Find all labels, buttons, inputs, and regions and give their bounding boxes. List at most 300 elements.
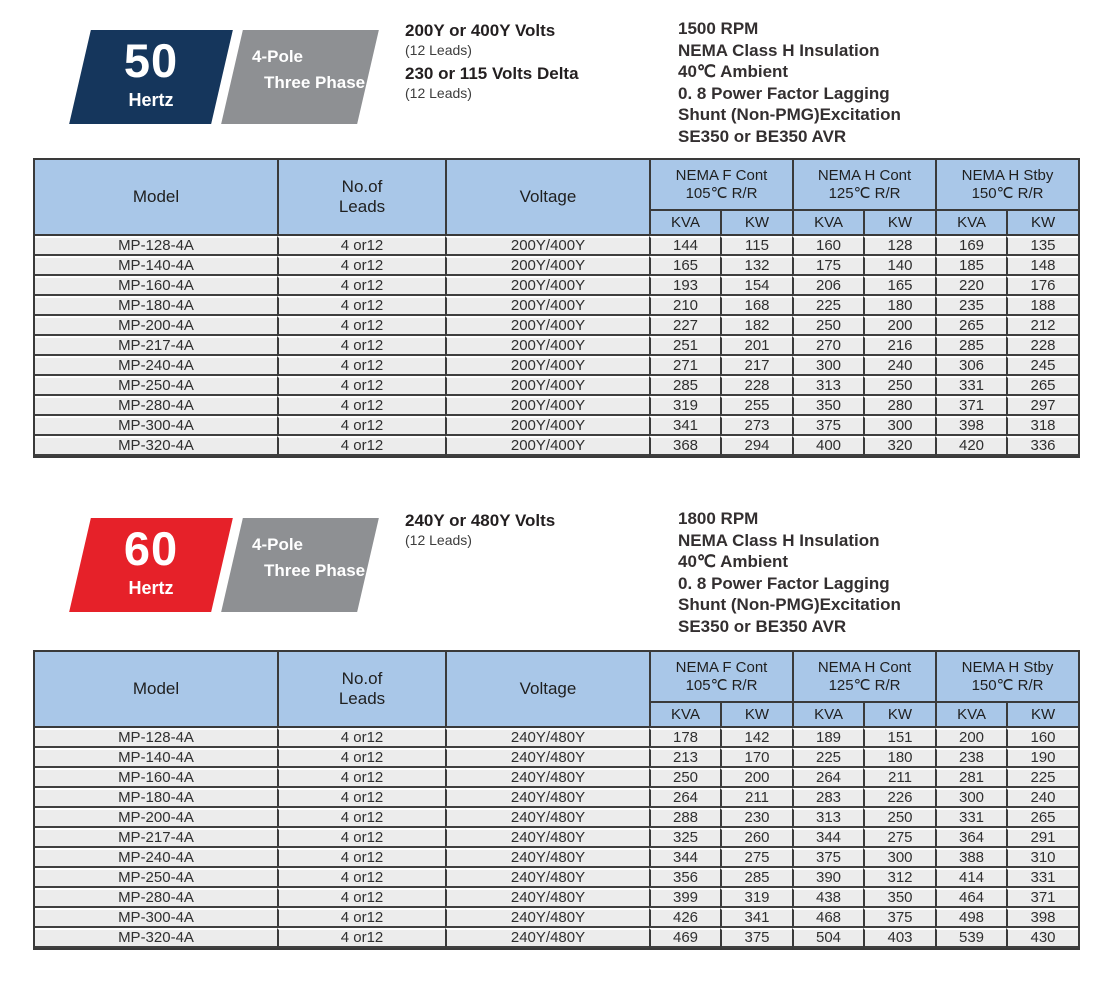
col-header-model: Model	[35, 652, 277, 728]
col-header-voltage: Voltage	[445, 160, 649, 236]
table-cell: MP-240-4A	[35, 848, 277, 868]
table-cell: 160	[1006, 728, 1078, 748]
table-row	[35, 748, 1078, 768]
table-cell: 220	[935, 276, 1006, 296]
spec-line: Shunt (Non-PMG)Excitation	[678, 105, 901, 124]
spec-line: NEMA Class H Insulation	[678, 40, 880, 60]
table-cell: 4 or12	[277, 436, 445, 456]
table-cell: 240Y/480Y	[445, 848, 649, 868]
table-cell: 240Y/480Y	[445, 768, 649, 788]
voltage-option-line: 230 or 115 Volts Delta	[405, 64, 579, 83]
table-cell: 200Y/400Y	[445, 356, 649, 376]
col-header-kw: KW	[1006, 703, 1078, 728]
table-cell: 275	[863, 828, 935, 848]
table-cell: MP-140-4A	[35, 256, 277, 276]
table-cell: 4 or12	[277, 376, 445, 396]
table-row	[35, 316, 1078, 336]
table-cell: 151	[863, 728, 935, 748]
table-cell: 200Y/400Y	[445, 376, 649, 396]
voltage-option-line: (12 Leads)	[405, 85, 472, 101]
table-cell: 319	[720, 888, 792, 908]
voltage-option-line: (12 Leads)	[405, 42, 472, 58]
table-cell: 230	[720, 808, 792, 828]
table-cell: 240Y/480Y	[445, 888, 649, 908]
table-cell: 213	[649, 748, 720, 768]
table-cell: 170	[720, 748, 792, 768]
table-cell: MP-140-4A	[35, 748, 277, 768]
table-header	[35, 652, 1078, 728]
table-cell: 225	[792, 748, 863, 768]
table-cell: MP-300-4A	[35, 416, 277, 436]
table-cell: 154	[720, 276, 792, 296]
table-cell: MP-320-4A	[35, 436, 277, 456]
table-cell: 364	[935, 828, 1006, 848]
table-cell: 200Y/400Y	[445, 416, 649, 436]
table-cell: 240Y/480Y	[445, 868, 649, 888]
group-subtitle: 150℃ R/R	[971, 676, 1044, 694]
table-cell: MP-240-4A	[35, 356, 277, 376]
group-subtitle: 105℃ R/R	[685, 676, 758, 694]
table-cell: 148	[1006, 256, 1078, 276]
table-cell: 264	[649, 788, 720, 808]
table-cell: 240Y/480Y	[445, 808, 649, 828]
table-cell: 4 or12	[277, 908, 445, 928]
table-cell: 206	[792, 276, 863, 296]
table-cell: 265	[1006, 376, 1078, 396]
group-subtitle: 150℃ R/R	[971, 184, 1044, 202]
table-cell: 227	[649, 316, 720, 336]
col-header-leads-line1: No.of	[341, 177, 383, 196]
pole-phase-text	[232, 30, 382, 124]
table-cell: 238	[935, 748, 1006, 768]
table-cell: MP-300-4A	[35, 908, 277, 928]
table-cell: 165	[649, 256, 720, 276]
table-cell: 388	[935, 848, 1006, 868]
table-cell: 132	[720, 256, 792, 276]
table-cell: 200Y/400Y	[445, 276, 649, 296]
table-cell: 300	[935, 788, 1006, 808]
pole-phase-text	[232, 518, 382, 612]
table-cell: 135	[1006, 236, 1078, 256]
col-group-nema-h-cont	[792, 652, 935, 703]
table-row	[35, 808, 1078, 828]
table-cell: 464	[935, 888, 1006, 908]
col-group-nema-f-cont	[649, 160, 792, 211]
table-cell: 200Y/400Y	[445, 296, 649, 316]
table-cell: MP-180-4A	[35, 788, 277, 808]
table-cell: 160	[792, 236, 863, 256]
table-cell: 240Y/480Y	[445, 928, 649, 948]
table-cell: 300	[863, 848, 935, 868]
table-cell: 245	[1006, 356, 1078, 376]
table-cell: 285	[935, 336, 1006, 356]
table-cell: 356	[649, 868, 720, 888]
col-header-kva: KVA	[792, 211, 863, 236]
phase-label: Three Phase	[264, 73, 366, 92]
table-row	[35, 788, 1078, 808]
table-cell: 539	[935, 928, 1006, 948]
specs-block	[678, 508, 1078, 637]
table-cell: 144	[649, 236, 720, 256]
spec-line: 40℃ Ambient	[678, 552, 789, 571]
col-group-nema-h-stby	[935, 652, 1078, 703]
table-cell: 4 or12	[277, 828, 445, 848]
table-cell: 240Y/480Y	[445, 908, 649, 928]
table-row	[35, 908, 1078, 928]
table-cell: 312	[863, 868, 935, 888]
table-row	[35, 436, 1078, 456]
table-cell: MP-250-4A	[35, 376, 277, 396]
table-row	[35, 728, 1078, 748]
spec-line: SE350 or BE350 AVR	[678, 126, 847, 146]
table-cell: 4 or12	[277, 808, 445, 828]
table-cell: 265	[935, 316, 1006, 336]
col-header-kw: KW	[863, 703, 935, 728]
col-header-leads-line2: Leads	[338, 689, 386, 708]
table-cell: 4 or12	[277, 848, 445, 868]
table-cell: 4 or12	[277, 928, 445, 948]
table-cell: 265	[1006, 808, 1078, 828]
table-cell: 318	[1006, 416, 1078, 436]
frequency-value: 60	[123, 522, 179, 575]
col-header-kw: KW	[720, 703, 792, 728]
table-cell: 115	[720, 236, 792, 256]
table-cell: 4 or12	[277, 416, 445, 436]
col-header-kva: KVA	[935, 211, 1006, 236]
table-cell: 281	[935, 768, 1006, 788]
table-cell: 200	[935, 728, 1006, 748]
table-cell: 240	[863, 356, 935, 376]
table-cell: 4 or12	[277, 788, 445, 808]
section-header-50hz	[0, 0, 1105, 158]
table-body-50hz	[35, 236, 1078, 456]
table-cell: 200Y/400Y	[445, 236, 649, 256]
table-cell: 306	[935, 356, 1006, 376]
table-cell: 371	[1006, 888, 1078, 908]
specs-block	[678, 18, 1078, 147]
table-cell: 4 or12	[277, 316, 445, 336]
table-cell: 426	[649, 908, 720, 928]
table-cell: 336	[1006, 436, 1078, 456]
col-header-kva: KVA	[649, 211, 720, 236]
table-cell: 344	[649, 848, 720, 868]
table-cell: 390	[792, 868, 863, 888]
table-row	[35, 276, 1078, 296]
col-group-nema-f-cont	[649, 652, 792, 703]
table-row	[35, 868, 1078, 888]
table-cell: 398	[1006, 908, 1078, 928]
col-header-model: Model	[35, 160, 277, 236]
table-cell: 217	[720, 356, 792, 376]
table-cell: MP-320-4A	[35, 928, 277, 948]
table-cell: 469	[649, 928, 720, 948]
table-cell: 504	[792, 928, 863, 948]
table-row	[35, 296, 1078, 316]
table-cell: MP-160-4A	[35, 768, 277, 788]
table-cell: 200	[720, 768, 792, 788]
table-cell: 216	[863, 336, 935, 356]
table-cell: 4 or12	[277, 868, 445, 888]
spec-line: 0. 8 Power Factor Lagging	[678, 573, 890, 593]
spec-line: 40℃ Ambient	[678, 62, 789, 81]
table-cell: 291	[1006, 828, 1078, 848]
table-cell: 193	[649, 276, 720, 296]
group-subtitle: 125℃ R/R	[828, 184, 901, 202]
table-cell: 341	[649, 416, 720, 436]
group-title: NEMA H Stby	[961, 166, 1054, 184]
ratings-table-60hz	[33, 650, 1080, 950]
col-group-nema-h-cont	[792, 160, 935, 211]
col-header-leads	[277, 160, 445, 236]
table-cell: 4 or12	[277, 356, 445, 376]
table-cell: 344	[792, 828, 863, 848]
table-row	[35, 256, 1078, 276]
frequency-badge-50hz	[58, 30, 388, 126]
table-cell: 430	[1006, 928, 1078, 948]
table-cell: 4 or12	[277, 256, 445, 276]
table-cell: 414	[935, 868, 1006, 888]
table-cell: 341	[720, 908, 792, 928]
col-group-nema-h-stby	[935, 160, 1078, 211]
table-cell: 280	[863, 396, 935, 416]
table-cell: 189	[792, 728, 863, 748]
table-cell: 255	[720, 396, 792, 416]
col-header-kw: KW	[1006, 211, 1078, 236]
pole-label: 4-Pole	[252, 47, 304, 66]
table-cell: 200Y/400Y	[445, 396, 649, 416]
frequency-unit: Hertz	[128, 578, 174, 598]
table-cell: 264	[792, 768, 863, 788]
voltage-options-block	[405, 510, 670, 553]
table-cell: 212	[1006, 316, 1078, 336]
table-row	[35, 888, 1078, 908]
section-header-60hz	[0, 458, 1105, 650]
table-cell: 331	[935, 808, 1006, 828]
table-cell: 140	[863, 256, 935, 276]
table-cell: 225	[792, 296, 863, 316]
ratings-table-50hz	[33, 158, 1080, 458]
table-cell: MP-200-4A	[35, 808, 277, 828]
table-cell: MP-250-4A	[35, 868, 277, 888]
table-cell: 178	[649, 728, 720, 748]
table-cell: 331	[935, 376, 1006, 396]
table-row	[35, 828, 1078, 848]
table-cell: 325	[649, 828, 720, 848]
group-title: NEMA H Cont	[817, 166, 912, 184]
table-cell: 260	[720, 828, 792, 848]
table-cell: 273	[720, 416, 792, 436]
table-cell: 250	[792, 316, 863, 336]
table-cell: 4 or12	[277, 336, 445, 356]
table-cell: 371	[935, 396, 1006, 416]
table-cell: 313	[792, 808, 863, 828]
table-cell: MP-280-4A	[35, 888, 277, 908]
table-cell: 375	[720, 928, 792, 948]
table-cell: 468	[792, 908, 863, 928]
table-cell: 4 or12	[277, 728, 445, 748]
table-cell: 271	[649, 356, 720, 376]
table-row	[35, 768, 1078, 788]
table-cell: 142	[720, 728, 792, 748]
col-header-leads-line1: No.of	[341, 669, 383, 688]
col-header-kva: KVA	[792, 703, 863, 728]
table-cell: 4 or12	[277, 276, 445, 296]
table-cell: MP-217-4A	[35, 336, 277, 356]
table-cell: MP-160-4A	[35, 276, 277, 296]
table-cell: 165	[863, 276, 935, 296]
table-cell: 4 or12	[277, 396, 445, 416]
table-row	[35, 336, 1078, 356]
table-cell: 288	[649, 808, 720, 828]
spec-line: 1500 RPM	[678, 19, 759, 38]
voltage-option-line: (12 Leads)	[405, 532, 472, 548]
frequency-unit: Hertz	[128, 90, 174, 110]
table-cell: 350	[792, 396, 863, 416]
table-cell: 240	[1006, 788, 1078, 808]
table-cell: 270	[792, 336, 863, 356]
table-cell: 211	[863, 768, 935, 788]
table-cell: 438	[792, 888, 863, 908]
table-cell: 226	[863, 788, 935, 808]
table-cell: 400	[792, 436, 863, 456]
table-cell: 498	[935, 908, 1006, 928]
table-cell: 251	[649, 336, 720, 356]
voltage-option-line: 200Y or 400Y Volts	[405, 21, 556, 40]
table-cell: 250	[863, 808, 935, 828]
table-cell: 240Y/480Y	[445, 728, 649, 748]
voltage-options-block	[405, 20, 670, 106]
table-cell: 4 or12	[277, 888, 445, 908]
table-cell: 275	[720, 848, 792, 868]
table-cell: 188	[1006, 296, 1078, 316]
table-cell: 200Y/400Y	[445, 316, 649, 336]
table-cell: 225	[1006, 768, 1078, 788]
col-header-kw: KW	[863, 211, 935, 236]
table-cell: 200Y/400Y	[445, 336, 649, 356]
table-cell: 297	[1006, 396, 1078, 416]
table-cell: 235	[935, 296, 1006, 316]
table-cell: MP-180-4A	[35, 296, 277, 316]
table-body-60hz	[35, 728, 1078, 948]
table-cell: 375	[792, 848, 863, 868]
table-cell: 310	[1006, 848, 1078, 868]
table-cell: 200	[863, 316, 935, 336]
table-cell: 240Y/480Y	[445, 788, 649, 808]
table-cell: 180	[863, 296, 935, 316]
group-subtitle: 105℃ R/R	[685, 184, 758, 202]
table-cell: 176	[1006, 276, 1078, 296]
table-cell: 398	[935, 416, 1006, 436]
table-cell: 200Y/400Y	[445, 256, 649, 276]
spec-line: 0. 8 Power Factor Lagging	[678, 83, 890, 103]
group-title: NEMA H Cont	[817, 658, 912, 676]
table-cell: 228	[1006, 336, 1078, 356]
frequency-badge-60hz	[58, 518, 388, 614]
table-cell: MP-217-4A	[35, 828, 277, 848]
table-cell: 331	[1006, 868, 1078, 888]
table-cell: 200Y/400Y	[445, 436, 649, 456]
table-row	[35, 396, 1078, 416]
table-cell: MP-128-4A	[35, 728, 277, 748]
table-cell: 375	[863, 908, 935, 928]
table-cell: 368	[649, 436, 720, 456]
table-cell: 228	[720, 376, 792, 396]
table-cell: 201	[720, 336, 792, 356]
frequency-value: 50	[123, 34, 179, 87]
table-cell: 285	[649, 376, 720, 396]
table-cell: 211	[720, 788, 792, 808]
frequency-badge-text	[80, 30, 222, 124]
table-cell: 403	[863, 928, 935, 948]
table-cell: 168	[720, 296, 792, 316]
table-cell: 190	[1006, 748, 1078, 768]
col-header-kva: KVA	[935, 703, 1006, 728]
group-subtitle: 125℃ R/R	[828, 676, 901, 694]
table-cell: 4 or12	[277, 236, 445, 256]
table-cell: 240Y/480Y	[445, 828, 649, 848]
table-cell: 169	[935, 236, 1006, 256]
col-header-voltage: Voltage	[445, 652, 649, 728]
spec-line: SE350 or BE350 AVR	[678, 616, 847, 636]
table-cell: 250	[649, 768, 720, 788]
group-title: NEMA F Cont	[675, 166, 768, 184]
col-header-leads	[277, 652, 445, 728]
col-header-kw: KW	[720, 211, 792, 236]
table-cell: 300	[792, 356, 863, 376]
group-title: NEMA H Stby	[961, 658, 1054, 676]
col-header-kva: KVA	[649, 703, 720, 728]
table-cell: 375	[792, 416, 863, 436]
table-cell: MP-200-4A	[35, 316, 277, 336]
table-cell: MP-128-4A	[35, 236, 277, 256]
spec-line: 1800 RPM	[678, 509, 759, 528]
table-cell: 4 or12	[277, 768, 445, 788]
table-cell: MP-280-4A	[35, 396, 277, 416]
table-cell: 313	[792, 376, 863, 396]
table-header	[35, 160, 1078, 236]
table-cell: 185	[935, 256, 1006, 276]
table-cell: 300	[863, 416, 935, 436]
table-cell: 182	[720, 316, 792, 336]
table-cell: 350	[863, 888, 935, 908]
table-cell: 4 or12	[277, 748, 445, 768]
phase-label: Three Phase	[264, 561, 366, 580]
table-cell: 250	[863, 376, 935, 396]
table-cell: 210	[649, 296, 720, 316]
table-cell: 175	[792, 256, 863, 276]
table-row	[35, 376, 1078, 396]
table-cell: 240Y/480Y	[445, 748, 649, 768]
table-cell: 399	[649, 888, 720, 908]
table-cell: 180	[863, 748, 935, 768]
spec-line: NEMA Class H Insulation	[678, 530, 880, 550]
voltage-option-line: 240Y or 480Y Volts	[405, 511, 556, 530]
table-cell: 128	[863, 236, 935, 256]
frequency-badge-text	[80, 518, 222, 612]
table-cell: 4 or12	[277, 296, 445, 316]
table-row	[35, 356, 1078, 376]
table-row	[35, 848, 1078, 868]
table-row	[35, 928, 1078, 948]
table-row	[35, 416, 1078, 436]
table-cell: 283	[792, 788, 863, 808]
pole-label: 4-Pole	[252, 535, 304, 554]
table-row	[35, 236, 1078, 256]
col-header-leads-line2: Leads	[338, 197, 386, 216]
table-cell: 320	[863, 436, 935, 456]
table-cell: 285	[720, 868, 792, 888]
group-title: NEMA F Cont	[675, 658, 768, 676]
